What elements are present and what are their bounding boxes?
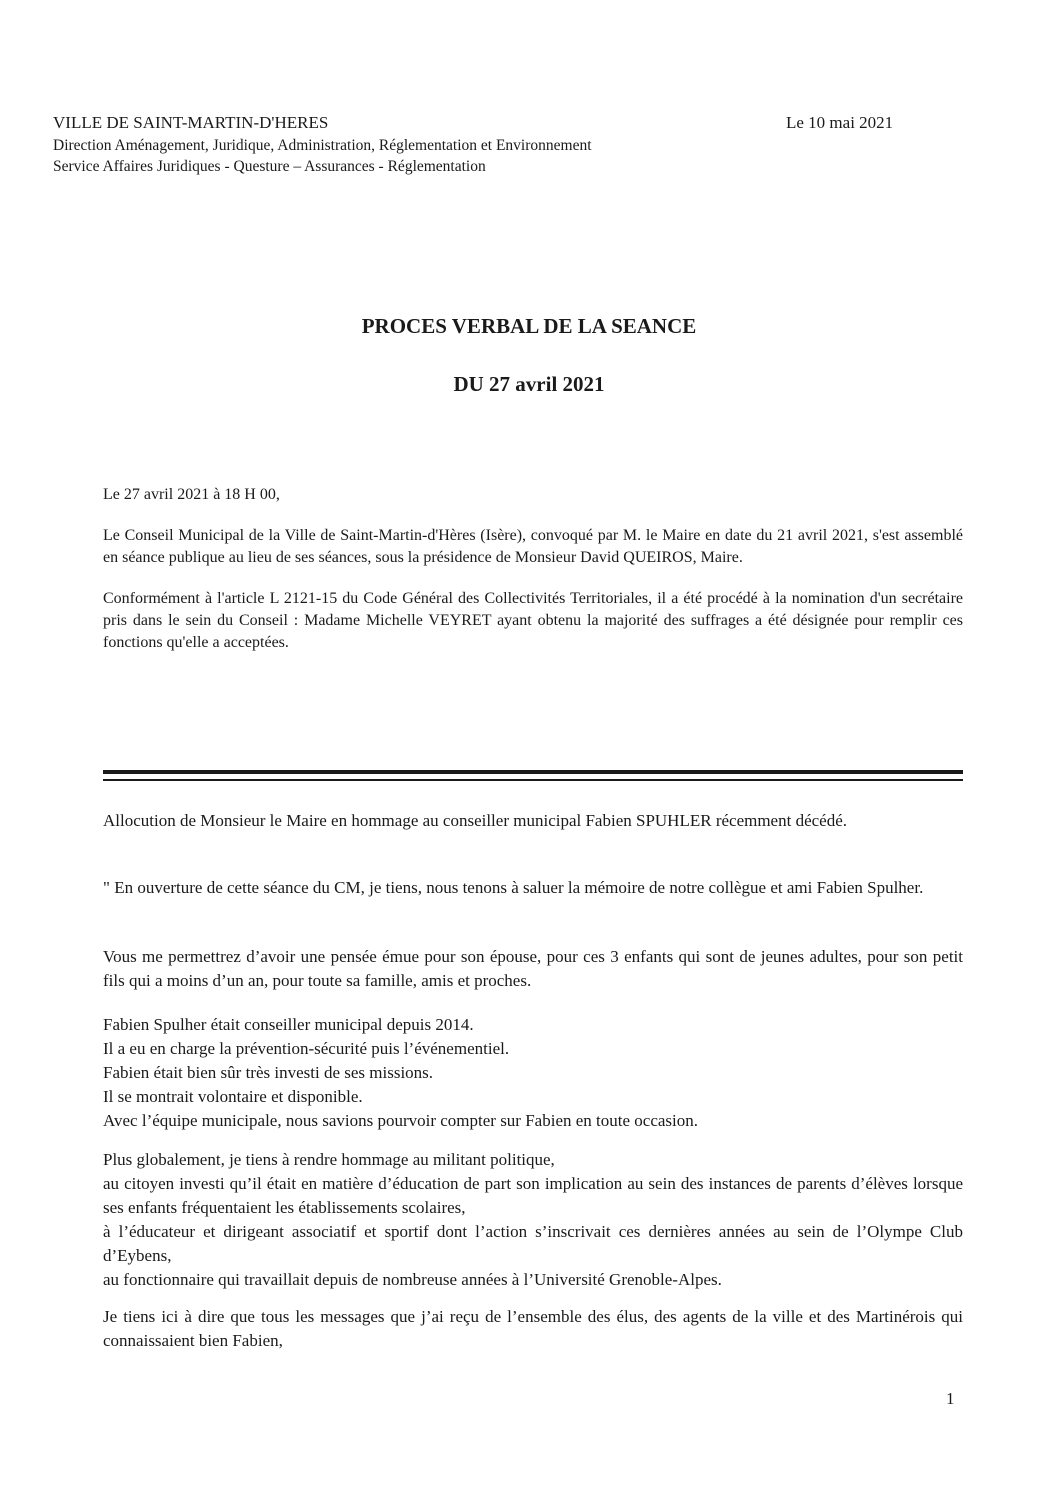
document-date: Le 10 mai 2021 [786, 113, 894, 132]
speech-line: Avec l’équipe municipale, nous savions pourvoir compter sur Fabien en toute occasion. [103, 1111, 698, 1130]
speech-line: Fabien Spulher était conseiller municipal depuis 2014. [103, 1015, 474, 1034]
speech-line: au citoyen investi qu’il était en matière d’éducation de part son implication au sein des instances de parents d’élèves lorsque ses enfants fréquentaient les établissements scolaires, [103, 1174, 963, 1217]
speech-line: Fabien était bien sûr très investi de ses missions. [103, 1063, 434, 1082]
speech-line: au fonctionnaire qui travaillait depuis de nombreuse années à l’Université Grenoble-Alpes. [103, 1270, 722, 1289]
speech-paragraph-4 [103, 1148, 963, 1292]
page-number: 1 [946, 1389, 955, 1408]
separator-rule-thick [103, 770, 963, 774]
speech-paragraph-1: " En ouverture de cette séance du CM, je tiens, nous tenons à saluer la mémoire de notre collègue et ami Fabien Spulher. [103, 878, 924, 897]
speech-line: Il a eu en charge la prévention-sécurité puis l’événementiel. [103, 1039, 510, 1058]
speech-line: Plus globalement, je tiens à rendre hommage au militant politique, [103, 1150, 555, 1169]
convocation-paragraph: Le Conseil Municipal de la Ville de Saint-Martin-d'Hères (Isère), convoqué par M. le Maire en date du 21 avril 2021, s'est assemblé en séance publique au lieu de ses séances, sous la présidence de Monsieur David QUEIROS, Maire. [103, 527, 963, 566]
speech-paragraph-5: Je tiens ici à dire que tous les messages que j’ai reçu de l’ensemble des élus, des agents de la ville et des Martinérois qui connaissaient bien Fabien, [103, 1307, 963, 1350]
document-title: PROCES VERBAL DE LA SEANCE [361, 314, 697, 338]
separator-rule-thin [103, 779, 963, 781]
speech-paragraph-3 [103, 1013, 963, 1133]
speech-line: à l’éducateur et dirigeant associatif et sportif dont l’action s’inscrivait ces dernières années au sein de l’Olympe Club d’Eybens, [103, 1222, 963, 1265]
direction-name: Direction Aménagement, Juridique, Administration, Réglementation et Environnement [53, 137, 592, 154]
speech-line: Il se montrait volontaire et disponible. [103, 1087, 363, 1106]
opening-line: Le 27 avril 2021 à 18 H 00, [103, 486, 280, 503]
service-name: Service Affaires Juridiques - Questure – Assurances - Réglementation [53, 158, 486, 175]
speech-heading: Allocution de Monsieur le Maire en hommage au conseiller municipal Fabien SPUHLER récemment décédé. [103, 811, 848, 830]
speech-paragraph-2: Vous me permettrez d’avoir une pensée émue pour son épouse, pour ces 3 enfants qui sont de jeunes adultes, pour son petit fils qui a moins d’un an, pour toute sa famille, amis et proches. [103, 947, 963, 990]
document-subtitle: DU 27 avril 2021 [453, 372, 605, 396]
organization-name: VILLE DE SAINT-MARTIN-D'HERES [53, 113, 329, 132]
secretary-paragraph: Conformément à l'article L 2121-15 du Code Général des Collectivités Territoriales, il a été procédé à la nomination d'un secrétaire pris dans le sein du Conseil : Madame Michelle VEYRET ayant obtenu la majorité des suffrages a été désignée pour remplir ces fonctions qu'elle a acceptées. [103, 590, 963, 651]
